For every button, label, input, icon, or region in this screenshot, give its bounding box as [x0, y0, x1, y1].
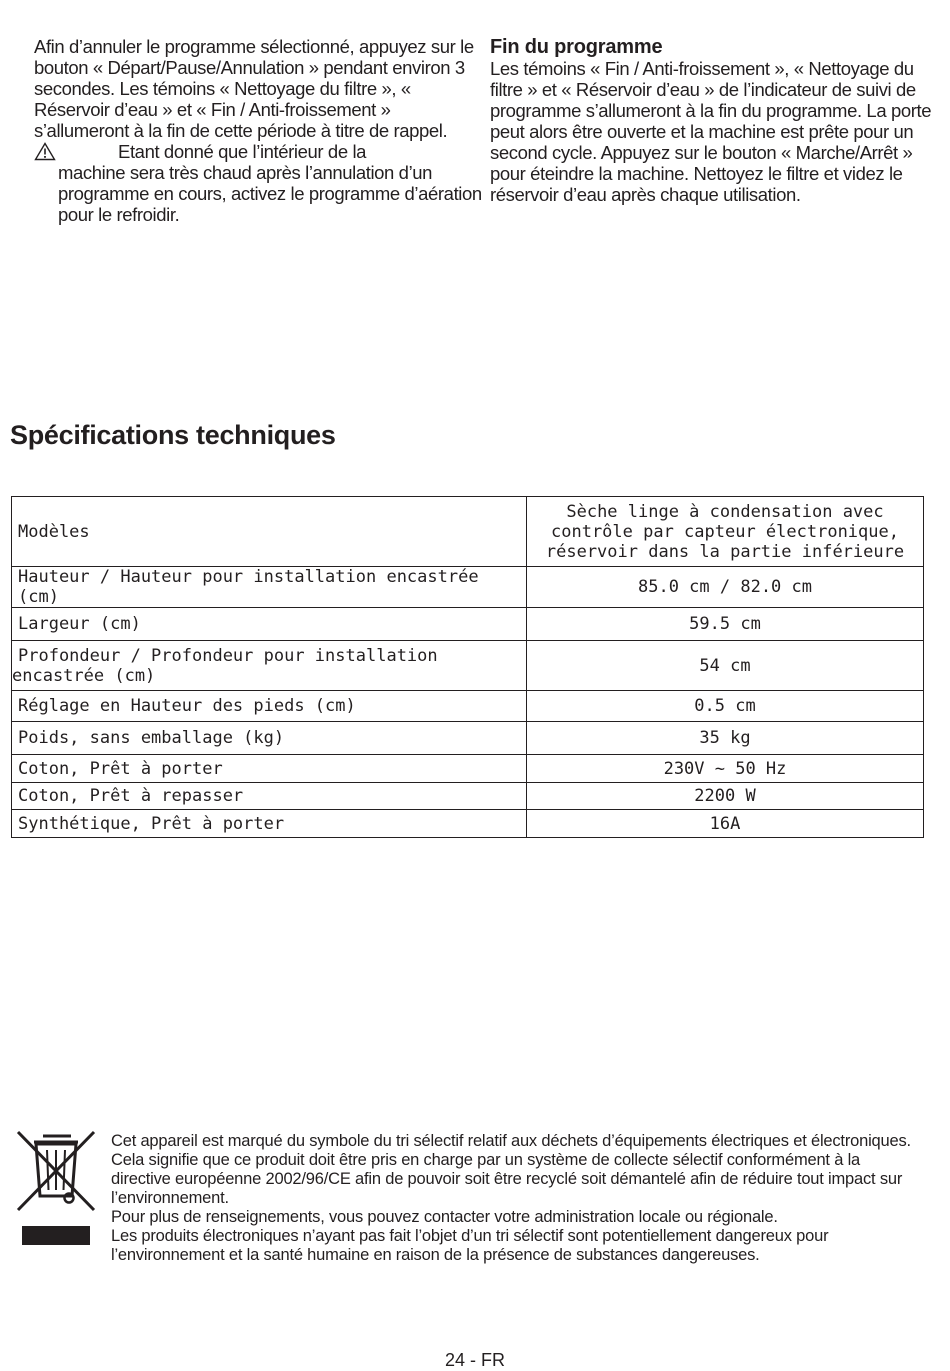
spec-value: 59.5 cm — [527, 608, 924, 641]
specs-table — [11, 496, 924, 838]
spec-label: Synthétique, Prêt à porter — [12, 810, 527, 838]
weee-paragraph: Les produits électroniques n’ayant pas fait l’objet d’un tri sélectif sont potentiellement dangereux pour l’environnement et la santé humaine en raison de la présence de substances dangereuses. — [111, 1227, 829, 1264]
warning-text: machine sera très chaud après l’annulation d’un programme en cours, activez le programme d’aération pour le refroidir. — [58, 162, 482, 225]
warning-note — [34, 141, 482, 225]
spec-label: Coton, Prêt à repasser — [12, 783, 527, 810]
cancel-program-paragraph: Afin d’annuler le programme sélectionné, appuyez sur le bouton « Départ/Pause/Annulation » pendant environ 3 secondes. Les témoins « Nettoyage du filtre », « Réservoir d’eau » et « Fin / Anti-froissement » s’allumeront à la fin de cette période à titre de rappel. — [34, 36, 474, 141]
table-row — [12, 567, 924, 608]
spec-label: Réglage en Hauteur des pieds (cm) — [12, 691, 527, 722]
table-row — [12, 691, 924, 722]
left-column — [34, 36, 482, 225]
weee-paragraph: Pour plus de renseignements, vous pouvez contacter votre administration locale ou régionale. — [111, 1208, 778, 1226]
end-of-program-heading: Fin du programme — [490, 36, 663, 58]
weee-notice — [111, 1132, 921, 1265]
table-row — [12, 641, 924, 691]
specs-title: Spécifications techniques — [10, 420, 336, 450]
spec-label: Largeur (cm) — [12, 608, 527, 641]
spec-label: Modèles — [12, 497, 527, 567]
spec-label: Poids, sans emballage (kg) — [12, 722, 527, 755]
table-row — [12, 497, 924, 567]
table-row — [12, 810, 924, 838]
spec-value: 35 kg — [527, 722, 924, 755]
spec-value: Sèche linge à condensation avec contrôle par capteur électronique, réservoir dans la partie inférieure — [527, 497, 924, 567]
spec-value: 85.0 cm / 82.0 cm — [527, 567, 924, 608]
spec-value: 2200 W — [527, 783, 924, 810]
weee-paragraph: Cet appareil est marqué du symbole du tri sélectif relatif aux déchets d’équipements électriques et électroniques. — [111, 1132, 911, 1150]
table-row — [12, 608, 924, 641]
right-column — [490, 36, 935, 205]
page-number: 24 - FR — [444, 1350, 505, 1370]
spec-value: 230V ~ 50 Hz — [527, 755, 924, 783]
warning-text-first-line: Etant donné que l’intérieur de la — [118, 141, 367, 162]
table-row — [12, 722, 924, 755]
spec-label: Coton, Prêt à porter — [12, 755, 527, 783]
spec-value: 16A — [527, 810, 924, 838]
table-row — [12, 783, 924, 810]
table-row — [12, 755, 924, 783]
end-of-program-paragraph: Les témoins « Fin / Anti-froissement », « Nettoyage du filtre » et « Réservoir d’eau » de l’indicateur de suivi de programme s’allumeront à la fin du programme. La porte peut alors être ouverte et la machine est prête pour un second cycle. Appuyez sur le bouton « Marche/Arrêt » pour éteindre la machine. Nettoyez le filtre et videz le réservoir d’eau après chaque utilisation. — [490, 58, 932, 205]
crossed-out-wheelie-bin-icon — [14, 1128, 100, 1248]
spec-value: 54 cm — [527, 641, 924, 691]
weee-paragraph: Cela signifie que ce produit doit être pris en charge par un système de collecte sélectif conformément à la directive européenne 2002/96/CE afin de pouvoir soit être recyclé soit démantelé afin de réduire tout impact sur l’environnement. — [111, 1151, 903, 1207]
spec-label: Profondeur / Profondeur pour installation encastrée (cm) — [12, 641, 527, 691]
spec-label: Hauteur / Hauteur pour installation encastrée (cm) — [12, 567, 527, 608]
warning-triangle-icon — [34, 142, 56, 161]
spec-value: 0.5 cm — [527, 691, 924, 722]
